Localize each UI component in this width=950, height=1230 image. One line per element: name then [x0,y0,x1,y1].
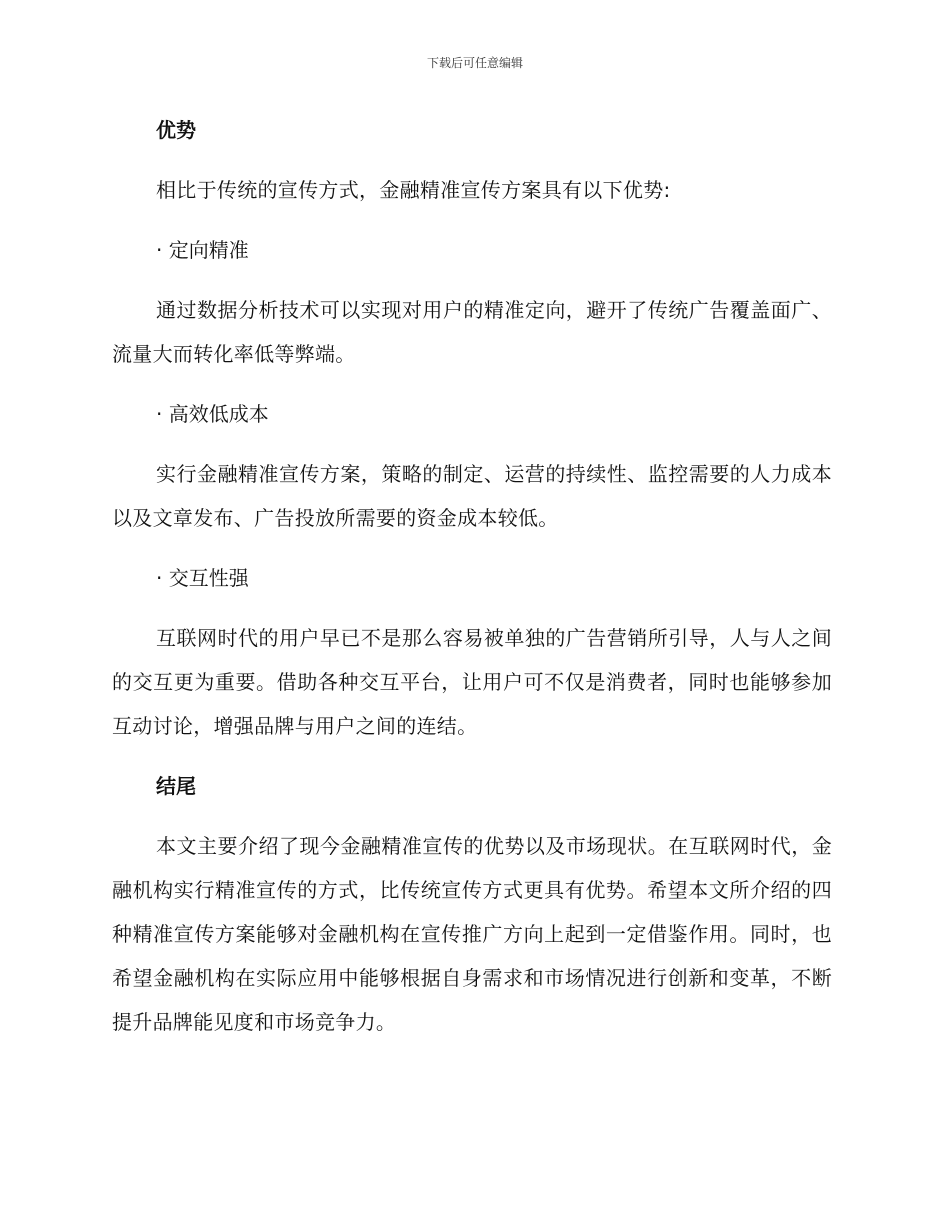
bullet-low-cost: · 高效低成本 [156,402,269,426]
document-body [112,108,832,1044]
bullet-interactive: · 交互性强 [156,566,249,590]
ending-paragraph: 本文主要介绍了现今金融精准宣传的优势以及市场现状。在互联网时代，金融机构实行精准宣传的方式，比传统宣传方式更具有优势。希望本文所介绍的四种精准宣传方案能够对金融机构在宣传推广方向上起到一定借鉴作用。同时，也希望金融机构在实际应用中能够根据自身需求和市场情况进行创新和变革，不断提升品牌能见度和市场竞争力。 [112,834,832,1034]
page-header: 下载后可任意编辑 [426,56,523,70]
bullet-targeting: · 定向精准 [156,238,249,262]
paragraph-interactive: 互联网时代的用户早已不是那么容易被单独的广告营销所引导，人与人之间的交互更为重要。借助各种交互平台，让用户可不仅是消费者，同时也能够参加互动讨论，增强品牌与用户之间的连结。 [112,626,832,738]
section-heading-ending: 结尾 [156,774,196,798]
paragraph-low-cost: 实行金融精准宣传方案，策略的制定、运营的持续性、监控需要的人力成本以及文章发布、广告投放所需要的资金成本较低。 [112,462,832,530]
intro-paragraph: 相比于传统的宣传方式，金融精准宣传方案具有以下优势: [156,178,671,202]
section-heading-advantages: 优势 [156,118,196,142]
paragraph-targeting: 通过数据分析技术可以实现对用户的精准定向，避开了传统广告覆盖面广、流量大而转化率低等弊端。 [112,298,832,366]
